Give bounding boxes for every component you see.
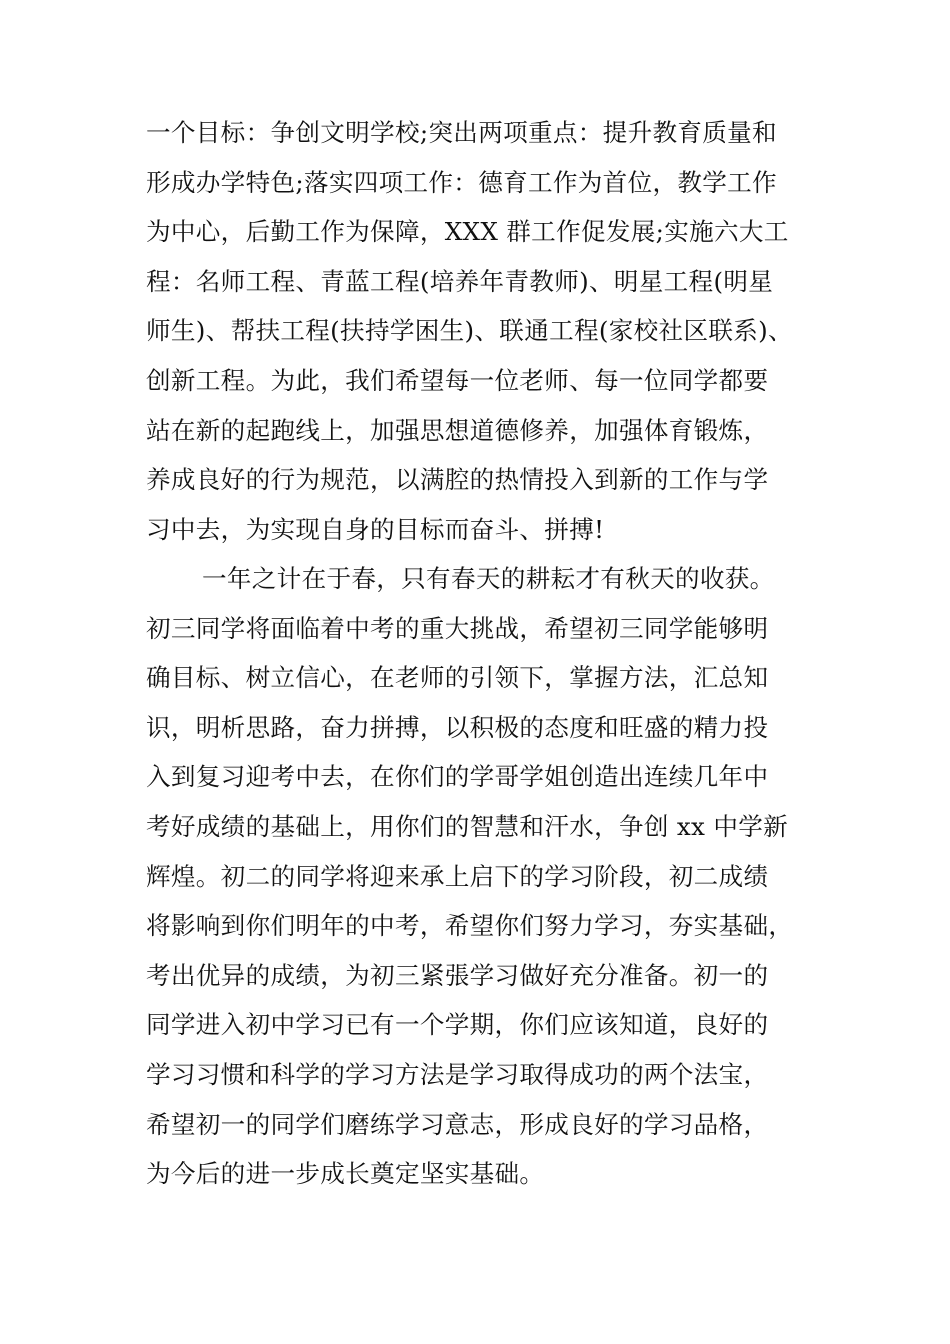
paragraph-line: 考出优异的成绩，为初三紧張学习做好充分准备。初一的 <box>146 960 769 990</box>
paragraph-line: 为今后的进一步成长奠定坚实基础。 <box>146 1159 545 1189</box>
paragraph-line: 初三同学将面临着中考的重大挑战，希望初三同学能够明 <box>146 613 769 643</box>
paragraph-line: 希望初一的同学们磨练学习意志，形成良好的学习品格， <box>146 1109 769 1139</box>
paragraph-line: 养成良好的行为规范，以满腔的热情投入到新的工作与学 <box>146 465 769 495</box>
paragraph-line: 一个目标：争创文明学校;突出两项重点：提升教育质量和 <box>146 118 777 147</box>
paragraph-line: 程：名师工程、青蓝工程(培养年青教师)、明星工程(明星 <box>146 266 774 296</box>
paragraph-line: 创新工程。为此，我们希望每一位老师、每一位同学都要 <box>146 365 769 395</box>
paragraph-line: 考好成绩的基础上，用你们的智慧和汗水，争创 xx 中学新 <box>146 811 789 841</box>
paragraph-line: 习中去，为实现自身的目标而奋斗、拼搏! <box>146 514 605 544</box>
paragraph-line: 将影响到你们明年的中考，希望你们努力学习，夯实基础， <box>146 911 794 941</box>
paragraph-students <box>146 554 846 1199</box>
paragraph-line: 确目标、树立信心，在老师的引领下，掌握方法，汇总知 <box>146 663 769 693</box>
paragraph-line: 辉煌。初二的同学将迎来承上启下的学习阶段，初二成绩 <box>146 861 769 891</box>
paragraph-line: 师生)、帮扶工程(扶持学困生)、联通工程(家校社区联系)、 <box>146 316 793 346</box>
paragraph-line: 站在新的起跑线上，加强思想道德修养，加强体育锻炼， <box>146 415 769 445</box>
paragraph-line: 为中心，后勤工作为保障，XXX 群工作促发展;实施六大工 <box>146 217 789 247</box>
paragraph-line: 入到复习迎考中去，在你们的学哥学姐创造出连续几年中 <box>146 762 769 792</box>
paragraph-line: 同学进入初中学习已有一个学期，你们应该知道，良好的 <box>146 1010 769 1040</box>
paragraph-line: 识，明析思路，奋力拼搏，以积极的态度和旺盛的精力投 <box>146 712 769 742</box>
paragraph-goals <box>146 108 846 554</box>
paragraph-line: 形成办学特色;落实四项工作：德育工作为首位，教学工作 <box>146 167 777 197</box>
paragraph-line: 学习习惯和科学的学习方法是学习取得成功的两个法宝， <box>146 1059 769 1089</box>
paragraph-line: 一年之计在于春，只有春天的耕耘才有秋天的收获。 <box>202 564 775 593</box>
